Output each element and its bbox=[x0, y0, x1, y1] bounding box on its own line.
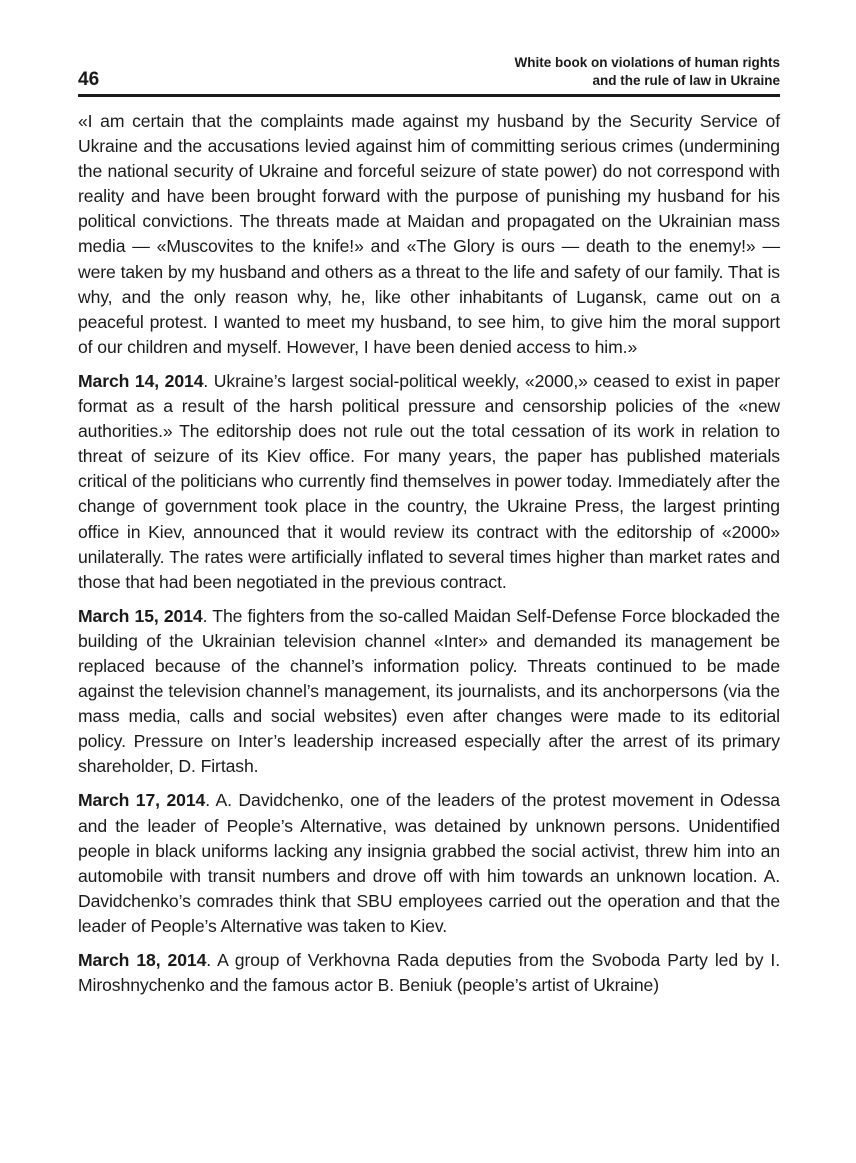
entry-date: March 18, 2014 bbox=[78, 950, 207, 970]
entry-date: March 14, 2014 bbox=[78, 370, 204, 391]
paragraph-entry bbox=[78, 369, 780, 595]
paragraph-entry bbox=[78, 788, 780, 939]
entry-date: March 15, 2014 bbox=[78, 605, 203, 626]
paragraph-entry bbox=[78, 948, 780, 998]
paragraph-text: «I am certain that the complaints made against my husband by the Security Service of Ukraine and the accusations levied against him of committing serious crimes (undermining the national security of Ukraine and forceful seizure of state power) do not correspond with reality and have been brought forward with the purpose of punishing my husband for his political convictions. The threats made at Maidan and propagated on the Ukrainian mass media — «Muscovites to the knife!» and «The Glory is ours — death to the enemy!» — were taken by my husband and others as a threat to the life and safety of our family. That is why, and the only reason why, he, like other inhabitants of Lugansk, came out on a peaceful protest. I wanted to meet my husband, to see him, to give him the moral support of our children and myself. However, I have been denied access to him.» bbox=[78, 111, 780, 357]
document-page bbox=[78, 52, 780, 1007]
body-text bbox=[78, 109, 780, 998]
paragraph-text: . A. Davidchenko, one of the leaders of the protest movement in Odessa and the leader of People’s Alternative, was detained by unknown persons. Unidentified people in black uniforms lacking any insignia grabbed the social activist, threw him into an automobile with transit numbers and drove off with him towards an unknown location. A. Davidchenko’s comrades think that SBU employees carried out the operation and that the leader of People’s Alternative was taken to Kiev. bbox=[78, 790, 780, 936]
paragraph-text: . The fighters from the so-called Maidan Self-Defense Force blockaded the building of the Ukrainian television channel «Inter» and demanded its management be replaced because of the channel’s information policy. Threats continued to be made against the television channel’s management, its journalists, and its anchorpersons (via the mass media, calls and social websites) even after changes were made to its editorial policy. Pressure on Inter’s leadership increased especially after the arrest of its primary shareholder, D. Firtash. bbox=[78, 605, 780, 777]
paragraph-entry bbox=[78, 604, 780, 780]
paragraph-text: . A group of Verkhovna Rada deputies from the Svoboda Party led by I. Miroshnychenko and the famous actor B. Beniuk (people’s artist of Ukraine) bbox=[78, 950, 781, 996]
running-title-line-2: and the rule of law in Ukraine bbox=[592, 73, 780, 88]
entry-date: March 17, 2014 bbox=[78, 790, 206, 811]
page-number: 46 bbox=[78, 69, 100, 90]
paragraph-quote bbox=[78, 109, 780, 360]
page-header bbox=[78, 52, 780, 97]
running-title bbox=[515, 54, 781, 90]
running-title-line-1: White book on violations of human rights bbox=[514, 55, 780, 70]
paragraph-text: . Ukraine’s largest social-political weekly, «2000,» ceased to exist in paper format as a result of the harsh political pressure and censorship policies of the «new authorities.» The editorship does not rule out the total cessation of its work in relation to threat of seizure of its Kiev office. For many years, the paper has published materials critical of the politicians who currently find themselves in power today. Immediately after the change of government took place in the country, the Ukraine Press, the largest printing office in Kiev, announced that it would review its contract with the editorship of «2000» unilaterally. The rates were artificially inflated to several times higher than market rates and those that had been negotiated in the previous contract. bbox=[78, 370, 780, 592]
